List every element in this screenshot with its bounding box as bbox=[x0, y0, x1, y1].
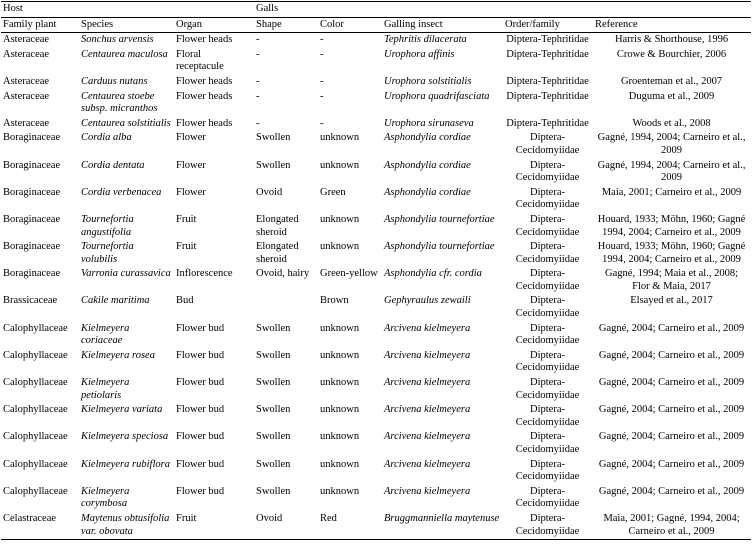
cell-insect: Bruggmanniella maytenuse bbox=[384, 512, 500, 524]
cell-insect: Arcivena kielmeyera bbox=[384, 349, 471, 361]
cell-insect: Asphondylia cfr. cordia bbox=[384, 268, 482, 280]
cell-species: Maytenus obtusifolia var. obovata bbox=[81, 512, 170, 537]
cell-color: - bbox=[320, 90, 324, 102]
cell-reference: Gagné, 2004; Carneiro et al., 2009 bbox=[598, 322, 745, 334]
cell-organ: Flower bud bbox=[176, 485, 225, 497]
cell-order-family: Diptera-Cecidomyiidae bbox=[515, 404, 580, 428]
cell-species: Carduus nutans bbox=[81, 75, 148, 87]
cell-reference: Gagné, 2004; Carneiro et al., 2009 bbox=[598, 377, 745, 389]
cell-shape: Elongated sheroid bbox=[256, 213, 299, 238]
cell-insect: Urophora quadrifasciata bbox=[384, 90, 490, 102]
cell-species: Cordia verbenacea bbox=[81, 186, 162, 198]
cell-organ: Fruit bbox=[176, 213, 197, 225]
table-row bbox=[1, 430, 751, 457]
cell-color: unknown bbox=[320, 485, 360, 497]
column-header-order-family: Order/family bbox=[503, 17, 593, 33]
cell-species: Centaurea maculosa bbox=[81, 48, 168, 60]
cell-shape bbox=[254, 294, 318, 321]
cell-reference: Woods et al., 2008 bbox=[632, 117, 711, 129]
cell-order-family: Diptera-Cecidomyiidae bbox=[515, 295, 580, 320]
cell-species: Kielmeyera corymbosa bbox=[81, 485, 130, 510]
table-row bbox=[1, 159, 751, 186]
cell-insect: Urophora affinis bbox=[384, 48, 455, 60]
cell-shape: Swollen bbox=[256, 322, 291, 334]
cell-organ: Flower heads bbox=[176, 117, 233, 129]
cell-shape: - bbox=[256, 90, 260, 102]
cell-organ: Floral receptacule bbox=[176, 48, 224, 73]
table-row bbox=[1, 267, 751, 294]
table-row bbox=[1, 213, 751, 240]
cell-species: Cakile maritima bbox=[81, 295, 150, 307]
cell-organ: Flower heads bbox=[176, 90, 233, 102]
cell-color: - bbox=[320, 75, 324, 87]
cell-order-family: Diptera-Cecidomyiidae bbox=[515, 186, 580, 211]
cell-color: - bbox=[320, 117, 324, 129]
table-row bbox=[1, 33, 751, 48]
cell-shape: - bbox=[256, 75, 260, 87]
cell-family: Brassicaceae bbox=[3, 295, 58, 307]
cell-family: Boraginaceae bbox=[3, 268, 61, 280]
column-header-row bbox=[1, 17, 751, 33]
cell-species: Kielmeyera petiolaris bbox=[81, 377, 130, 401]
cell-family: Asteraceae bbox=[3, 48, 50, 60]
cell-color: Green-yellow bbox=[320, 268, 378, 280]
cell-species: Cordia alba bbox=[81, 132, 132, 144]
cell-reference: Gagné, 2004; Carneiro et al., 2009 bbox=[598, 404, 745, 416]
cell-shape: Ovoid bbox=[256, 512, 283, 524]
table-header bbox=[1, 2, 751, 33]
table-row bbox=[1, 403, 751, 430]
group-header-spacer bbox=[382, 2, 751, 18]
column-header-galling-insect: Galling insect bbox=[382, 17, 503, 33]
cell-reference: Elsayed et al., 2017 bbox=[630, 295, 713, 307]
cell-family: Celastraceae bbox=[3, 512, 57, 524]
cell-insect: Arcivena kielmeyera bbox=[384, 431, 471, 443]
cell-order-family: Diptera-Cecidomyiidae bbox=[515, 132, 580, 156]
cell-insect: Asphondylia tournefortiae bbox=[384, 241, 495, 253]
cell-organ: Flower bbox=[176, 186, 206, 198]
cell-species: Centaurea solstitialis bbox=[81, 117, 171, 129]
galls-group-header: Galls bbox=[254, 2, 382, 18]
cell-family: Boraginaceae bbox=[3, 159, 61, 171]
cell-shape: Swollen bbox=[256, 404, 291, 416]
table-row bbox=[1, 458, 751, 485]
table-row bbox=[1, 322, 751, 349]
host-group-header: Host bbox=[1, 2, 174, 18]
cell-family: Boraginaceae bbox=[3, 132, 61, 144]
cell-organ: Flower bbox=[176, 159, 206, 171]
cell-species: Cordia dentata bbox=[81, 159, 145, 171]
table-row bbox=[1, 48, 751, 75]
cell-insect: Asphondylia tournefortiae bbox=[384, 213, 495, 225]
cell-reference: Gagné, 1994, 2004; Carneiro et al., 2009 bbox=[597, 132, 746, 156]
cell-color: unknown bbox=[320, 132, 360, 144]
host-galls-table bbox=[1, 1, 751, 540]
cell-order-family: Diptera-Cecidomyiidae bbox=[515, 241, 580, 265]
cell-reference: Maia, 2001; Carneiro et al., 2009 bbox=[601, 186, 742, 198]
cell-organ: Flower bud bbox=[176, 404, 225, 416]
cell-species: Kielmeyera coriaceae bbox=[81, 322, 130, 347]
column-header-reference: Reference bbox=[593, 17, 751, 33]
cell-color: Red bbox=[320, 512, 337, 524]
cell-reference: Duguma et al., 2009 bbox=[628, 90, 715, 102]
cell-color: unknown bbox=[320, 404, 360, 416]
column-header-organ: Organ bbox=[174, 17, 254, 33]
cell-family: Calophyllaceae bbox=[3, 458, 68, 470]
cell-organ: Bud bbox=[176, 295, 194, 307]
column-header-species: Species bbox=[79, 17, 174, 33]
cell-family: Boraginaceae bbox=[3, 186, 61, 198]
cell-shape: Ovoid bbox=[256, 186, 283, 198]
cell-reference: Gagné, 1994, 2004; Carneiro et al., 2009 bbox=[597, 159, 746, 184]
cell-shape: Elongated sheroid bbox=[256, 241, 299, 265]
column-header-family-plant: Family plant bbox=[1, 17, 79, 33]
cell-shape: - bbox=[256, 48, 260, 60]
cell-family: Asteraceae bbox=[3, 117, 50, 129]
table-row bbox=[1, 376, 751, 403]
cell-organ: Inflorescence bbox=[176, 268, 233, 280]
cell-family: Calophyllaceae bbox=[3, 377, 68, 389]
cell-color: - bbox=[320, 48, 324, 60]
cell-order-family: Diptera-Cecidomyiidae bbox=[515, 458, 580, 483]
cell-reference: Gagné, 2004; Carneiro et al., 2009 bbox=[598, 485, 745, 497]
cell-color: unknown bbox=[320, 431, 360, 443]
cell-family: Calophyllaceae bbox=[3, 349, 68, 361]
cell-species: Tournefortia volubilis bbox=[81, 241, 134, 265]
table-row bbox=[1, 90, 751, 117]
cell-family: Asteraceae bbox=[3, 34, 50, 46]
cell-species: Kielmeyera speciosa bbox=[81, 431, 169, 443]
cell-insect: Urophora sirunaseva bbox=[384, 117, 474, 129]
cell-family: Boraginaceae bbox=[3, 241, 61, 253]
cell-reference: Groenteman et al., 2007 bbox=[620, 75, 723, 87]
cell-shape: Swollen bbox=[256, 159, 291, 171]
cell-color: Brown bbox=[320, 295, 349, 307]
cell-color: unknown bbox=[320, 377, 360, 389]
cell-organ: Flower bud bbox=[176, 431, 225, 443]
cell-insect: Urophora solstitialis bbox=[384, 75, 472, 87]
cell-color: - bbox=[320, 34, 324, 46]
cell-organ: Fruit bbox=[176, 241, 197, 253]
cell-color: Green bbox=[320, 186, 346, 198]
column-header-color: Color bbox=[318, 17, 382, 33]
cell-shape: Swollen bbox=[256, 132, 291, 144]
cell-color: unknown bbox=[320, 213, 360, 225]
table-row bbox=[1, 240, 751, 267]
cell-shape: Swollen bbox=[256, 431, 291, 443]
cell-reference: Gagné, 2004; Carneiro et al., 2009 bbox=[598, 458, 745, 470]
cell-shape: Ovoid, hairy bbox=[256, 268, 310, 280]
cell-order-family: Diptera-Cecidomyiidae bbox=[515, 512, 580, 537]
cell-order-family: Diptera-Cecidomyiidae bbox=[515, 268, 580, 292]
cell-order-family: Diptera-Tephritidae bbox=[506, 90, 589, 102]
cell-order-family: Diptera-Cecidomyiidae bbox=[515, 485, 580, 510]
cell-family: Calophyllaceae bbox=[3, 322, 68, 334]
cell-organ: Flower bud bbox=[176, 349, 225, 361]
group-header-row bbox=[1, 2, 751, 18]
cell-order-family: Diptera-Cecidomyiidae bbox=[515, 159, 580, 184]
cell-species: Kielmeyera rosea bbox=[81, 349, 155, 361]
table-body bbox=[1, 33, 751, 540]
cell-insect: Arcivena kielmeyera bbox=[384, 458, 471, 470]
table-row bbox=[1, 485, 751, 512]
cell-reference: Houard, 1933; Möhn, 1960; Gagné 1994, 2004; Carneiro et al., 2009 bbox=[597, 241, 746, 265]
cell-shape: Swollen bbox=[256, 485, 291, 497]
cell-reference: Gagné, 2004; Carneiro et al., 2009 bbox=[598, 431, 745, 443]
cell-color: unknown bbox=[320, 241, 360, 253]
cell-species: Sonchus arvensis bbox=[81, 34, 154, 46]
cell-organ: Flower bud bbox=[176, 377, 225, 389]
cell-order-family: Diptera-Cecidomyiidae bbox=[515, 213, 580, 238]
cell-species: Tournefortia angustifolia bbox=[81, 213, 134, 238]
cell-color: unknown bbox=[320, 349, 360, 361]
cell-family: Asteraceae bbox=[3, 90, 50, 102]
table-row bbox=[1, 131, 751, 158]
cell-family: Calophyllaceae bbox=[3, 404, 68, 416]
table-row bbox=[1, 75, 751, 90]
cell-family: Calophyllaceae bbox=[3, 431, 68, 443]
cell-shape: Swollen bbox=[256, 458, 291, 470]
cell-insect: Asphondylia cordiae bbox=[384, 159, 471, 171]
cell-organ: Flower heads bbox=[176, 34, 233, 46]
cell-order-family: Diptera-Cecidomyiidae bbox=[515, 431, 580, 455]
cell-color: unknown bbox=[320, 458, 360, 470]
cell-order-family: Diptera-Cecidomyiidae bbox=[515, 322, 580, 347]
cell-shape: Swollen bbox=[256, 377, 291, 389]
cell-species: Varronia curassavica bbox=[81, 268, 171, 280]
cell-insect: Asphondylia cordiae bbox=[384, 186, 471, 198]
cell-color: unknown bbox=[320, 322, 360, 334]
cell-organ: Flower bud bbox=[176, 458, 225, 470]
cell-order-family: Diptera-Tephritidae bbox=[506, 34, 589, 46]
cell-shape: Swollen bbox=[256, 349, 291, 361]
cell-shape: - bbox=[256, 117, 260, 129]
cell-organ: Flower heads bbox=[176, 75, 233, 87]
cell-family: Boraginaceae bbox=[3, 213, 61, 225]
column-header-shape: Shape bbox=[254, 17, 318, 33]
cell-insect: Gephyraulus zewaili bbox=[384, 295, 471, 307]
cell-insect: Arcivena kielmeyera bbox=[384, 404, 471, 416]
cell-family: Asteraceae bbox=[3, 75, 50, 87]
cell-color: unknown bbox=[320, 159, 360, 171]
cell-organ: Flower bbox=[176, 132, 206, 144]
cell-insect: Arcivena kielmeyera bbox=[384, 322, 471, 334]
cell-order-family: Diptera-Cecidomyiidae bbox=[515, 349, 580, 374]
cell-order-family: Diptera-Tephritidae bbox=[506, 75, 589, 87]
cell-reference: Gagné, 2004; Carneiro et al., 2009 bbox=[598, 349, 745, 361]
cell-insect: Arcivena kielmeyera bbox=[384, 377, 471, 389]
cell-reference: Maia, 2001; Gagné, 1994, 2004; Carneiro et al., 2009 bbox=[603, 512, 740, 537]
cell-reference: Gagné, 1994; Maia et al., 2008; Flor & Maia, 2017 bbox=[605, 268, 739, 292]
cell-order-family: Diptera-Cecidomyiidae bbox=[515, 377, 580, 401]
cell-species: Kielmeyera variata bbox=[81, 404, 163, 416]
cell-reference: Crowe & Bourchier, 2006 bbox=[616, 48, 727, 60]
cell-reference: Harris & Shorthouse, 1996 bbox=[614, 34, 729, 46]
table-row bbox=[1, 117, 751, 132]
cell-insect: Asphondylia cordiae bbox=[384, 132, 471, 144]
cell-insect: Arcivena kielmeyera bbox=[384, 485, 471, 497]
cell-order-family: Diptera-Tephritidae bbox=[506, 117, 589, 129]
group-header-spacer bbox=[174, 2, 254, 18]
cell-organ: Fruit bbox=[176, 512, 197, 524]
cell-shape: - bbox=[256, 34, 260, 46]
cell-insect: Tephritis dilacerata bbox=[384, 34, 467, 46]
cell-organ: Flower bud bbox=[176, 322, 225, 334]
cell-species: Centaurea stoebe subsp. micranthos bbox=[81, 90, 158, 115]
cell-order-family: Diptera-Tephritidae bbox=[506, 48, 589, 60]
cell-species: Kielmeyera rubiflora bbox=[81, 458, 170, 470]
table-row bbox=[1, 294, 751, 321]
cell-family: Calophyllaceae bbox=[3, 485, 68, 497]
table-row bbox=[1, 349, 751, 376]
table-row bbox=[1, 512, 751, 540]
cell-reference: Houard, 1933; Möhn, 1960; Gagné 1994, 2004; Carneiro et al., 2009 bbox=[597, 213, 746, 238]
table-row bbox=[1, 186, 751, 213]
